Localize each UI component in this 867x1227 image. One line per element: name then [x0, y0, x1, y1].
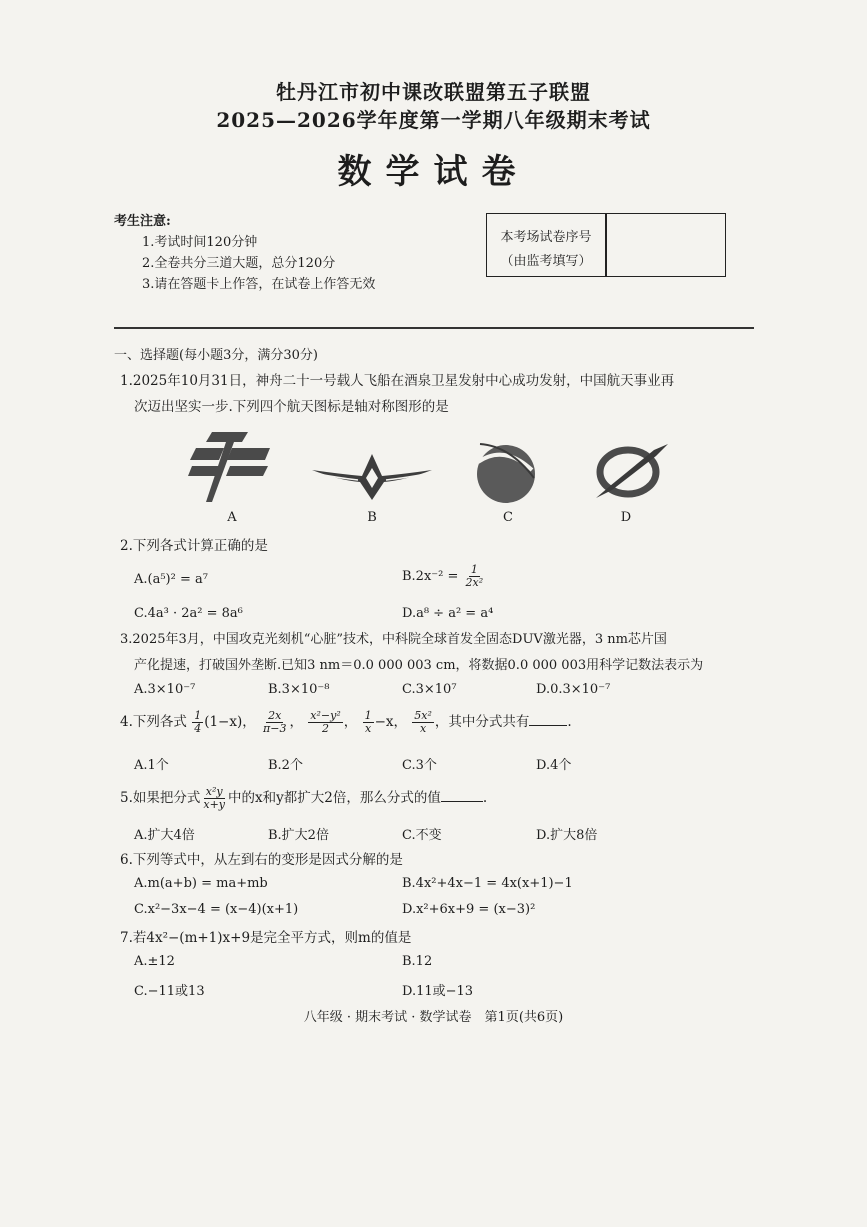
q5-text: 中的x和y都扩大2倍，那么分式的值 [228, 790, 441, 806]
fraction-denominator: 2 [322, 722, 330, 735]
seat-number-box [486, 213, 726, 277]
q3-line1: 3.2025年3月，中国攻克光刻机“心脏”技术，中科院全球首发全固态DUV激光器，3 nm芯片国 [120, 632, 667, 647]
q4-option-a: A.1个 [134, 758, 169, 773]
q4-fraction [412, 710, 434, 735]
q3-option-d: D.0.3×10⁻⁷ [536, 682, 611, 697]
q7-stem: 7.若4x²−(m+1)x+9是完全平方式，则m的值是 [120, 930, 412, 946]
q6-option-d: D.x²+6x+9 = (x−3)² [402, 902, 536, 917]
q6-option-b: B.4x²+4x−1 = 4x(x+1)−1 [402, 876, 573, 891]
q4-fraction [308, 710, 342, 735]
section-heading: 一、选择题(每小题3分，满分30分) [114, 348, 318, 363]
q5-option-c: C.不变 [402, 828, 442, 843]
fraction-denominator: x+y [203, 798, 226, 811]
q4-text: ，其中分式共有 [434, 714, 530, 730]
notice-item: 1.考试时间120分钟 [142, 235, 258, 250]
q5-option-d: D.扩大8倍 [536, 828, 598, 843]
q4-option-b: B.2个 [268, 758, 303, 773]
space-logo-b-icon [310, 448, 434, 504]
fraction-denominator: 4 [194, 722, 202, 735]
q5-option-a: A.扩大4倍 [134, 828, 195, 843]
q5-option-b: B.扩大2倍 [268, 828, 329, 843]
fraction-numerator: 1 [194, 709, 202, 722]
q2-b-fraction [464, 564, 486, 589]
notice-item: 3.请在答题卡上作答，在试卷上作答无效 [142, 277, 376, 292]
figure-label: B [367, 510, 377, 525]
q4-text: (1−x)， [204, 714, 256, 730]
q7-option-a: A.±12 [134, 954, 175, 969]
figure-label: A [227, 510, 237, 525]
q4-fraction [363, 710, 374, 735]
q4-option-c: C.3个 [402, 758, 437, 773]
q6-option-c: C.x²−3x−4 = (x−4)(x+1) [134, 902, 299, 917]
q4-fraction [192, 710, 203, 735]
paper-title: 数学试卷 [337, 152, 530, 192]
seat-box-divider [605, 214, 607, 276]
fraction-numerator: x²y [205, 785, 223, 798]
seat-box-label: 本考场试卷序号 [500, 230, 592, 245]
fraction-numerator: 2x [268, 709, 282, 722]
q2-option-a: A.(a⁵)² = a⁷ [134, 572, 208, 587]
answer-blank [529, 713, 567, 726]
fraction-numerator: 1 [470, 563, 478, 576]
q1-line1: 1.2025年10月31日，神舟二十一号载人飞船在酒泉卫星发射中心成功发射，中国航天事业再 [120, 373, 675, 389]
q3-option-c: C.3×10⁷ [402, 682, 457, 697]
q2-option-b [402, 564, 486, 589]
space-logo-a-icon [186, 428, 276, 504]
q2-stem: 2.下列各式计算正确的是 [120, 538, 268, 554]
q4-stem: 4.下列各式 $\frac{1}{4}$ (1−x)， $\frac{2x}{\pi-3}$ ， $\frac{\text{x²−y²}}{2}$ ， $\frac{1}{x}$ −x， $\frac{\text{5x²}}{x}$ ，其中分式共有 . [120, 709, 572, 735]
q3-option-a: A.3×10⁻⁷ [134, 682, 196, 697]
q2-b-text: B.2x⁻² = [402, 569, 459, 584]
q2-option-d: D.a⁸ ÷ a² = a⁴ [402, 606, 494, 621]
fraction-denominator: x [420, 722, 427, 735]
q5-stem: 5.如果把分式 $\frac{\text{x²y}}{x+y}$ 中的x和y都扩大2倍，那么分式的值 . [120, 785, 488, 811]
answer-blank [441, 789, 483, 802]
q5-text: 5.如果把分式 [120, 790, 201, 806]
fraction-numerator: x²−y² [310, 709, 341, 722]
q5-fraction [201, 786, 227, 811]
figure-label: C [503, 510, 513, 525]
figure-label: D [620, 510, 632, 525]
space-logo-d-icon [590, 440, 670, 502]
notice-item: 2.全卷共分三道大题，总分120分 [142, 256, 336, 271]
q7-option-c: C.−11或13 [134, 984, 205, 999]
space-logo-c-icon [474, 438, 540, 506]
header-divider [114, 327, 754, 329]
fraction-denominator: x [364, 722, 372, 735]
fraction-denominator: π−3 [263, 722, 287, 735]
seat-box-note: （由监考填写） [500, 254, 592, 269]
q6-option-a: A.m(a+b) = ma+mb [134, 876, 268, 891]
q3-option-b: B.3×10⁻⁸ [268, 682, 330, 697]
page-footer: 八年级 · 期末考试 · 数学试卷 第1页(共6页) [303, 1010, 564, 1025]
exam-alliance-title: 牡丹江市初中课改联盟第五子联盟 [276, 80, 591, 104]
q4-text: 4.下列各式 [120, 714, 187, 730]
q4-text: −x， [374, 714, 407, 730]
fraction-numerator: 5x² [414, 709, 432, 722]
exam-term-title: 2025—2026学年度第一学期八年级期末考试 [216, 108, 651, 132]
q3-line2: 产化提速，打破国外垄断.已知3 nm＝0.0 000 003 cm，将数据0.0 000 003用科学记数法表示为 [134, 658, 704, 673]
q2-option-c: C.4a³ · 2a² = 8a⁶ [134, 606, 243, 621]
notice-heading: 考生注意: [114, 214, 171, 229]
fraction-denominator: 2x² [465, 576, 484, 589]
fraction-numerator: 1 [364, 709, 372, 722]
q4-fraction [261, 710, 288, 735]
q6-stem: 6.下列等式中，从左到右的变形是因式分解的是 [120, 852, 403, 868]
q4-option-d: D.4个 [536, 758, 572, 773]
q7-option-b: B.12 [402, 954, 433, 969]
q1-line2: 次迈出坚实一步.下列四个航天图标是轴对称图形的是 [134, 399, 449, 415]
q7-option-d: D.11或−13 [402, 984, 474, 999]
